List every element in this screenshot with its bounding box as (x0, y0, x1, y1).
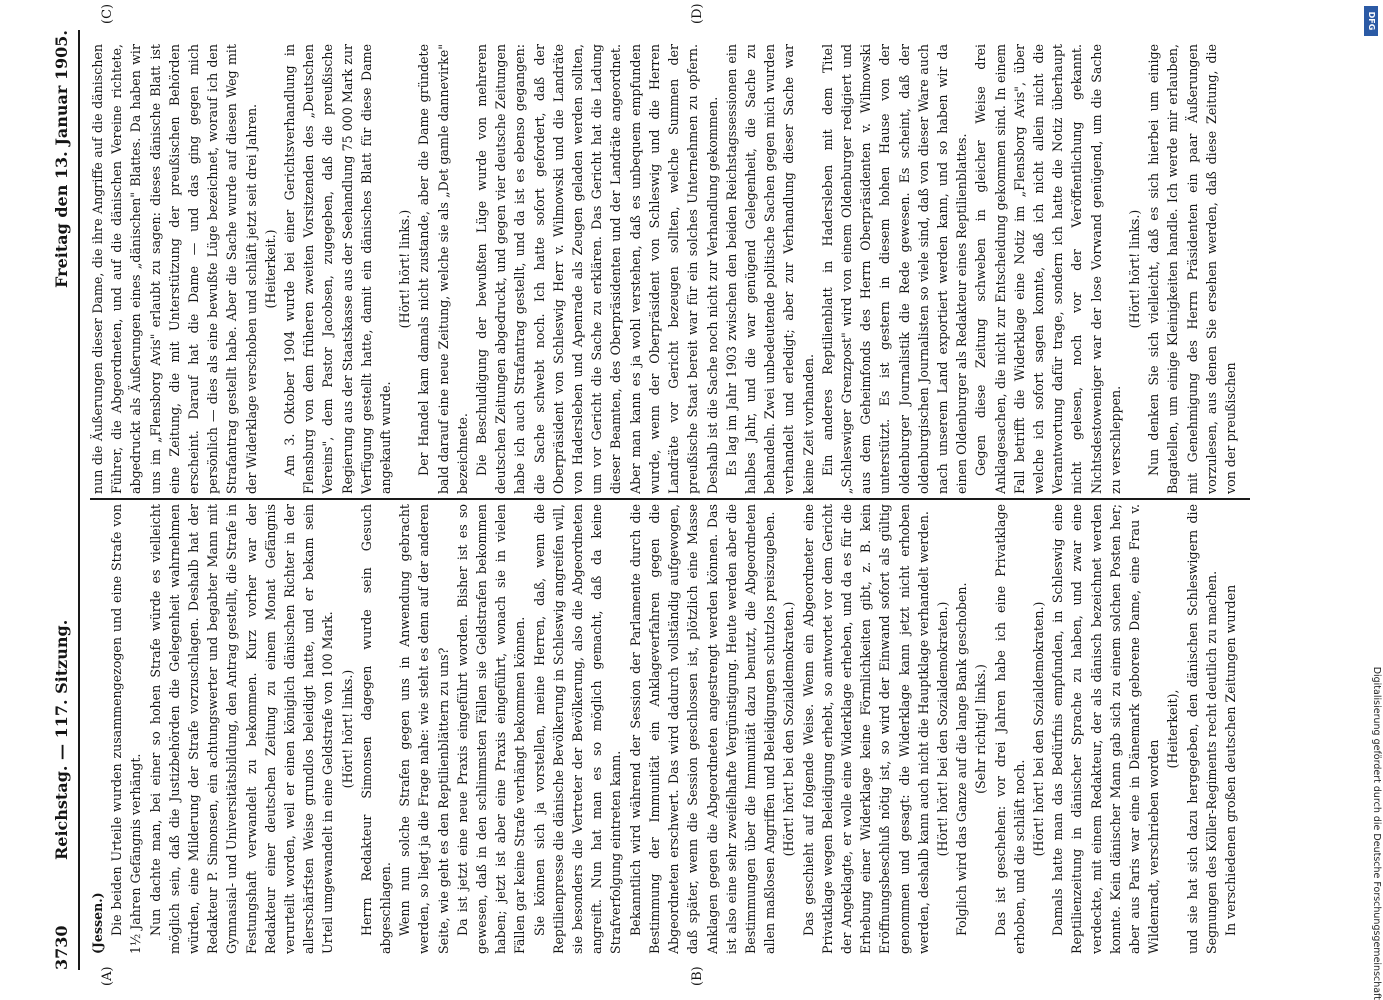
interjection: (Heiterkeit), (1165, 689, 1181, 769)
paragraph: Das geschieht auf folgende Weise. Wenn ein Abgeordneter eine Privatklage wegen Beleidigung erhebt, so antwortet vor dem Gericht der Angeklagte, er wolle eine Widerklage erheben, und da es für die Erhebung einer Widerklage keine Förmlichkeiten gibt, z. B. kein Eröffnungsbeschluß nötig ist, so wird der Einwand sofort als gültig genommen und gesagt: die Widerklage kann jetzt nicht erhoben werden, deshalb kann auch nicht die Hauptklage verhandelt werden. (800, 504, 931, 954)
page-header (52, 30, 74, 970)
paragraph: Ein anderes Reptilienblatt in Hadersleben mit dem Titel „Schleswiger Grenzpost" wird von einem Oldenburger redigiert und aus dem Geheimfonds des Herrn Oberpräsidenten v. Wilmowski unterstützt. Es ist gestern in diesem hohen Hause von der oldenburger Journalistik die Rede gewesen. Es scheint, daß der oldenburgischen Journalisten so viele sind, daß von dieser Ware auch nach unserem Land exportiert werden kann, und so haben wir da einen Oldenburger als Redakteur eines Reptilienblattes. (819, 44, 970, 494)
interjection: (Hört! hört! bei den Sozialdemokraten.) (1030, 601, 1046, 857)
margin-marker-b: (B) (690, 966, 705, 986)
paragraph: Sie können sich ja vorstellen, meine Herren, daß, wenn die Reptilienpresse die dänische Bevölkerung in Schleswig angreifen will, sie besonders die Vertreter der Bevölkerung, also die Abgeordneten angreift. Nun hat man es so möglich gemacht, daß da keine Strafverfolgung eintreten kann. (531, 504, 624, 954)
left-column (88, 504, 1258, 954)
funding-credit-text: Digitalisierung gefördert durch die Deutsche Forschungsgemeinschaft (1371, 666, 1382, 1000)
interjection: (Sehr richtig! links.) (973, 664, 989, 794)
paragraph: Folglich wird das Ganze auf die lange Bank geschoben. (954, 582, 970, 936)
session-title: Reichstag. — 117. Sitzung. (52, 619, 71, 860)
paragraph: Am 3. Oktober 1904 wurde bei einer Gerichtsverhandlung in Flensburg von dem früheren zweiten Vorsitzenden des „Deutschen Vereins", dem Pastor Jacobsen, zugegeben, daß die preußische Regierung aus der Staatskasse aus der Seehandlung 75 000 Mark zur Verfügung gestellt hatte, damit ein dänisches Blatt für diese Dame angekauft wurde. (282, 44, 394, 494)
interjection: (Hört! hört! links.) (1126, 209, 1142, 329)
paragraph: Wenn nun solche Strafen gegen uns in Anwendung gebracht werden, so liegt ja die Frage nahe: wie steht es denn auf der anderen Seite, wie geht es den Reptilienblättern zu uns? (397, 504, 451, 954)
paragraph: Die Beschuldigung der bewußten Lüge wurde von mehreren deutschen Zeitungen abgedruckt, und gegen vier deutsche Zeitungen habe ich auch Strafantrag gestellt, und da ist es ebenso gegangen: die Sache schwebt noch. Ich hatte sofort gefordert, daß der Oberpräsident von Schleswig Herr v. Wilmowski und die Landräte von Hadersleben und Apenrade als Zeugen geladen werden sollten, um vor Gericht die Sache zu erklären. Das Gericht hat die Ladung dieser Beamten, des Oberpräsidenten und der Landräte angeordnet. Aber man kann es ja wohl verstehen, daß es unbequem empfunden wurde, wenn der Oberpräsident von Schleswig und die Herren Landräte vor Gericht bezeugen sollten, welche Summen der preußische Staat bereit war für ein solches Unternehmen zu opfern. Deshalb ist die Sache noch nicht zur Verhandlung gekommen. (474, 44, 720, 494)
paragraph: Herrn Redakteur Simonsen dagegen wurde sein Gesuch abgeschlagen. (358, 504, 394, 954)
paragraph: nun die Äußerungen dieser Dame, die ihre Angriffe auf die dänischen Führer, die Abgeordneten, und auf die dänischen Vereine richtete, abgedruckt als Äußerungen eines „dänischen" Blattes. Da haben wir uns im „Flensborg Avis" erlaubt zu sagen: dieses dänische Blatt ist eine Zeitung, die mit Unterstützung der preußischen Behörden erscheint. Darauf hat die Dame — und das ging gegen mich persönlich — dies als eine bewußte Lüge bezeichnet, worauf ich den Strafantrag gestellt habe. Aber die Sache wurde auf diesen Weg mit der Widerklage verschoben und schläft jetzt seit drei Jahren. (90, 44, 259, 494)
interjection: (Hört! hört! bei den Sozialdemokraten.) (781, 601, 797, 857)
paragraph: In verschiedenen großen deutschen Zeitungen wurden (1222, 584, 1238, 936)
dfg-logo-text: DFG (1367, 11, 1376, 31)
right-column (88, 44, 1258, 494)
dfg-logo (1364, 6, 1378, 36)
session-date: Freitag den 13. Januar 1905. (52, 30, 71, 288)
page-number: 3730 (52, 925, 71, 970)
digitization-sidebar (1351, 0, 1383, 1000)
column-divider (90, 498, 1250, 500)
funding-credit (1351, 0, 1383, 1000)
header-rule (78, 30, 80, 970)
paragraph: Nun denken Sie sich vielleicht, daß es sich hierbei um einige Bagatellen, um einige Kleinigkeiten handle. Ich werde mir erlauben, mit Genehmigung des Herrn Präsidenten ein paar Äußerungen vorzulesen, aus denen Sie ersehen werden, daß diese Zeitung, die von der preußischen (1146, 44, 1238, 494)
paragraph: Gegen diese Zeitung schweben in gleicher Weise drei Anklagesachen, die nicht zur Entscheidung gekommen sind. In einem Fall betrifft die Widerklage eine Notiz im „Flensborg Avis", über welche ich sofort sagen konnte, daß ich nicht allein nicht die Verantwortung dafür trage, sondern ich hatte die Notiz überhaupt nicht gelesen, noch vor der Veröffentlichung gekannt. Nichtsdestoweniger war der lose Vorwand genügend, um die Sache zu verschleppen. (973, 44, 1123, 494)
margin-marker-d: (D) (690, 3, 705, 24)
interjection: (Hört! hört! links.) (397, 209, 413, 329)
margin-marker-a: (A) (100, 966, 115, 986)
interjection: (Hört! hört! links.) (339, 669, 355, 789)
paragraph: Die beiden Urteile wurden zusammengezogen und eine Strafe von 1½ Jahren Gefängnis verhängt. (109, 504, 144, 954)
interjection: (Heiterkeit.) (262, 229, 278, 309)
paragraph: Damals hatte man das Bedürfnis empfunden, in Schleswig eine Reptilienzeitung in dänischer Sprache zu haben, und zwar eine verdeckte, mit einem Redakteur, der als dänisch bezeichnet werden konnte. Kein dänischer Mann gab sich zu einem solchen Posten her; aber aus Paris war eine in Dänemark geborene Dame, eine Frau v. Wildenradt, verschrieben worden (1050, 504, 1162, 954)
margin-marker-c: (C) (100, 3, 115, 24)
interjection: (Hört! hört! bei den Sozialdemokraten.) (934, 601, 950, 857)
speaker-name: (Jessen.) (90, 892, 105, 954)
paragraph: Da ist jetzt eine neue Praxis eingeführt worden. Bisher ist es so gewesen, daß in den schlimmsten Fällen sie Geldstrafen bekommen haben; jetzt ist aber eine Praxis eingeführt, wonach sie in vielen Fällen gar keine Strafe verhängt bekommen können. (454, 504, 528, 954)
paragraph: und sie hat sich dazu hergegeben, den dänischen Schleswigern die Segnungen des Köller-Regiments recht deutlich zu machen. (1184, 504, 1219, 954)
paragraph: Das ist geschehen: vor drei Jahren habe ich eine Privatklage erhoben, und die schläft noch. (992, 504, 1027, 954)
paragraph: Es lag im Jahr 1903 zwischen den beiden Reichstagssessionen ein halbes Jahr, und die war genügend Gelegenheit, die Sache zu behandeln. Zwei unbedeutende politische Sachen gegen mich wurden verhandelt und erledigt; aber zur Verhandlung dieser Sache war keine Zeit vorhanden. (723, 44, 816, 494)
paragraph: Nun dachte man, bei einer so hohen Strafe würde es vielleicht möglich sein, daß die Justizbehörden die Gelegenheit wahrnehmen würden, eine Milderung der Strafe vorzuschlagen. Deshalb hat der Redakteur P. Simonsen, ein achtungswerter und begabter Mann mit Gymnasial- und Universitätsbildung, den Antrag gestellt, die Strafe in Festungshaft verwandelt zu bekommen. Kurz vorher war der Redakteur einer deutschen Zeitung zu einem Monat Gefängnis verurteilt worden, weil er einen königlich dänischen Richter in der allerschärfsten Weise grundlos beleidigt hatte, und er bekam sein Urteil umgewandelt in eine Geldstrafe von 100 Mark. (147, 504, 336, 954)
paragraph: Der Handel kam damals nicht zustande, aber die Dame gründete bald darauf eine neue Zeitung, welche sie als „Det gamle dannevirke" bezeichnete. (416, 44, 470, 494)
paragraph: Bekanntlich wird während der Session der Parlamente durch die Bestimmung der Immunität ein Anklageverfahren gegen die Abgeordneten erschwert. Das wird dadurch vollständig aufgewogen, daß später, wenn die Session geschlossen ist, plötzlich eine Masse Anklagen gegen die Abgeordneten angestrengt werden können. Das ist also eine sehr zweifelhafte Vergünstigung. Heute werden aber die Bestimmungen über die Immunität dazu benutzt, die Abgeordneten allen maßlosen Angriffen und Beleidigungen schutzlos preiszugeben. (627, 504, 778, 954)
